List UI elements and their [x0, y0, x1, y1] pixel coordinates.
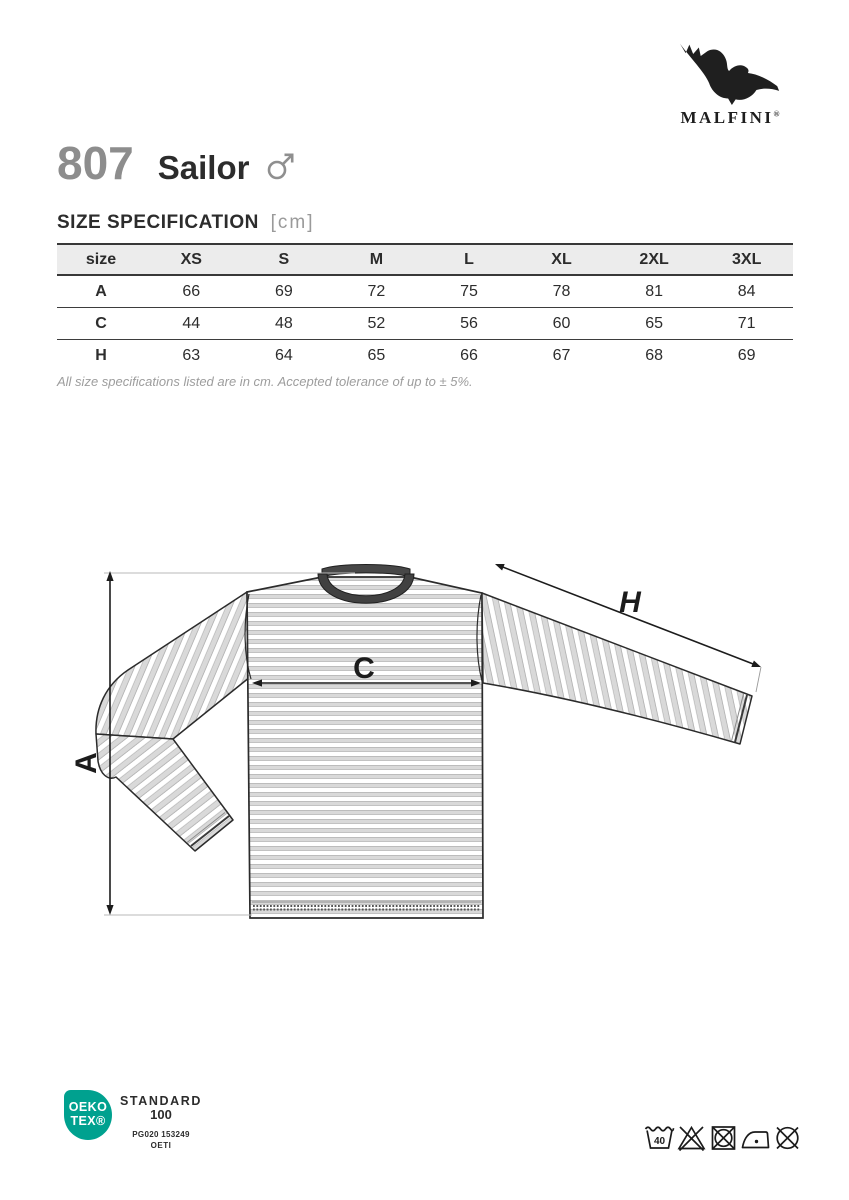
- size-table: [57, 243, 793, 371]
- badge-line2: TEX®: [70, 1114, 106, 1128]
- column-header-3xl: 3XL: [732, 250, 762, 268]
- oeko-tex-certification: [64, 1090, 202, 1150]
- size-cell: 64: [274, 346, 293, 364]
- table-row-h: [57, 340, 793, 372]
- product-code: 807: [57, 137, 134, 189]
- size-cell: 69: [737, 346, 756, 364]
- size-cell: 72: [367, 282, 386, 300]
- product-name: Sailor: [157, 149, 250, 186]
- column-header-s: S: [278, 250, 290, 268]
- product-title: [57, 137, 297, 189]
- column-header-size: size: [85, 250, 117, 268]
- row-label: A: [95, 282, 107, 300]
- oeko-tex-badge-icon: [64, 1090, 112, 1140]
- right-sleeve: [477, 593, 752, 744]
- standard-word: STANDARD: [120, 1094, 203, 1108]
- size-cell: 65: [645, 314, 663, 332]
- brand-wordmark: [668, 108, 792, 128]
- shirt-body: [245, 577, 483, 918]
- oeko-tex-text: [120, 1090, 202, 1150]
- row-label: C: [95, 314, 107, 332]
- unit-label: [cm]: [270, 212, 315, 233]
- dimension-label-a: A: [70, 752, 103, 774]
- wash-temp-label: 40: [653, 1136, 666, 1147]
- column-header-xl: XL: [551, 250, 572, 268]
- do-not-tumble-dry-icon: [708, 1121, 739, 1153]
- size-cell: 67: [552, 346, 571, 364]
- size-cell: 65: [367, 346, 386, 364]
- size-cell: 68: [645, 346, 663, 364]
- garment-diagram: [0, 545, 849, 965]
- certifying-institute: OETI: [150, 1141, 172, 1151]
- section-title: SIZE SPECIFICATION: [57, 212, 259, 233]
- size-cell: 48: [274, 314, 293, 332]
- size-cell: 75: [460, 282, 478, 300]
- do-not-dry-clean-icon: [772, 1121, 803, 1153]
- column-header-m: M: [369, 250, 384, 268]
- size-cell: 81: [645, 282, 663, 300]
- size-cell: 71: [737, 314, 756, 332]
- spec-note: All size specifications listed are in cm. Accepted tolerance of up to ± 5%.: [57, 374, 473, 389]
- size-cell: 69: [274, 282, 293, 300]
- size-cell: 66: [182, 282, 201, 300]
- size-cell: 44: [182, 314, 201, 332]
- size-cell: 56: [460, 314, 478, 332]
- size-cell: 66: [460, 346, 478, 364]
- size-cell: 78: [552, 282, 571, 300]
- left-sleeve: [96, 592, 250, 851]
- dimension-label-h: H: [619, 586, 641, 619]
- row-label: H: [95, 346, 107, 364]
- brand-logo: [668, 38, 792, 128]
- registered-mark: ®: [773, 109, 780, 119]
- column-header-xs: XS: [180, 250, 202, 268]
- table-row-a: [57, 275, 793, 308]
- size-cell: 52: [367, 314, 386, 332]
- table-row-c: [57, 308, 793, 340]
- male-symbol-icon: [265, 150, 297, 187]
- wash-40-icon: [644, 1121, 675, 1153]
- column-header-l: L: [464, 250, 474, 268]
- brand-name: MALFINI: [680, 108, 774, 127]
- certificate-code: PG020 153249: [132, 1130, 190, 1140]
- iron-low-heat-icon: [740, 1121, 771, 1153]
- column-header-2xl: 2XL: [639, 250, 669, 268]
- falcon-logo-icon: [671, 38, 789, 106]
- size-cell: 84: [737, 282, 756, 300]
- do-not-bleach-icon: [676, 1121, 707, 1153]
- dimension-label-c: C: [353, 652, 375, 685]
- care-symbols-row: [644, 1121, 803, 1153]
- standard-number: 100: [150, 1107, 172, 1123]
- size-cell: 60: [552, 314, 571, 332]
- section-heading: [57, 212, 315, 234]
- size-cell: 63: [182, 346, 201, 364]
- badge-line1: OEKO: [68, 1100, 108, 1115]
- size-table-header-row: [57, 244, 793, 275]
